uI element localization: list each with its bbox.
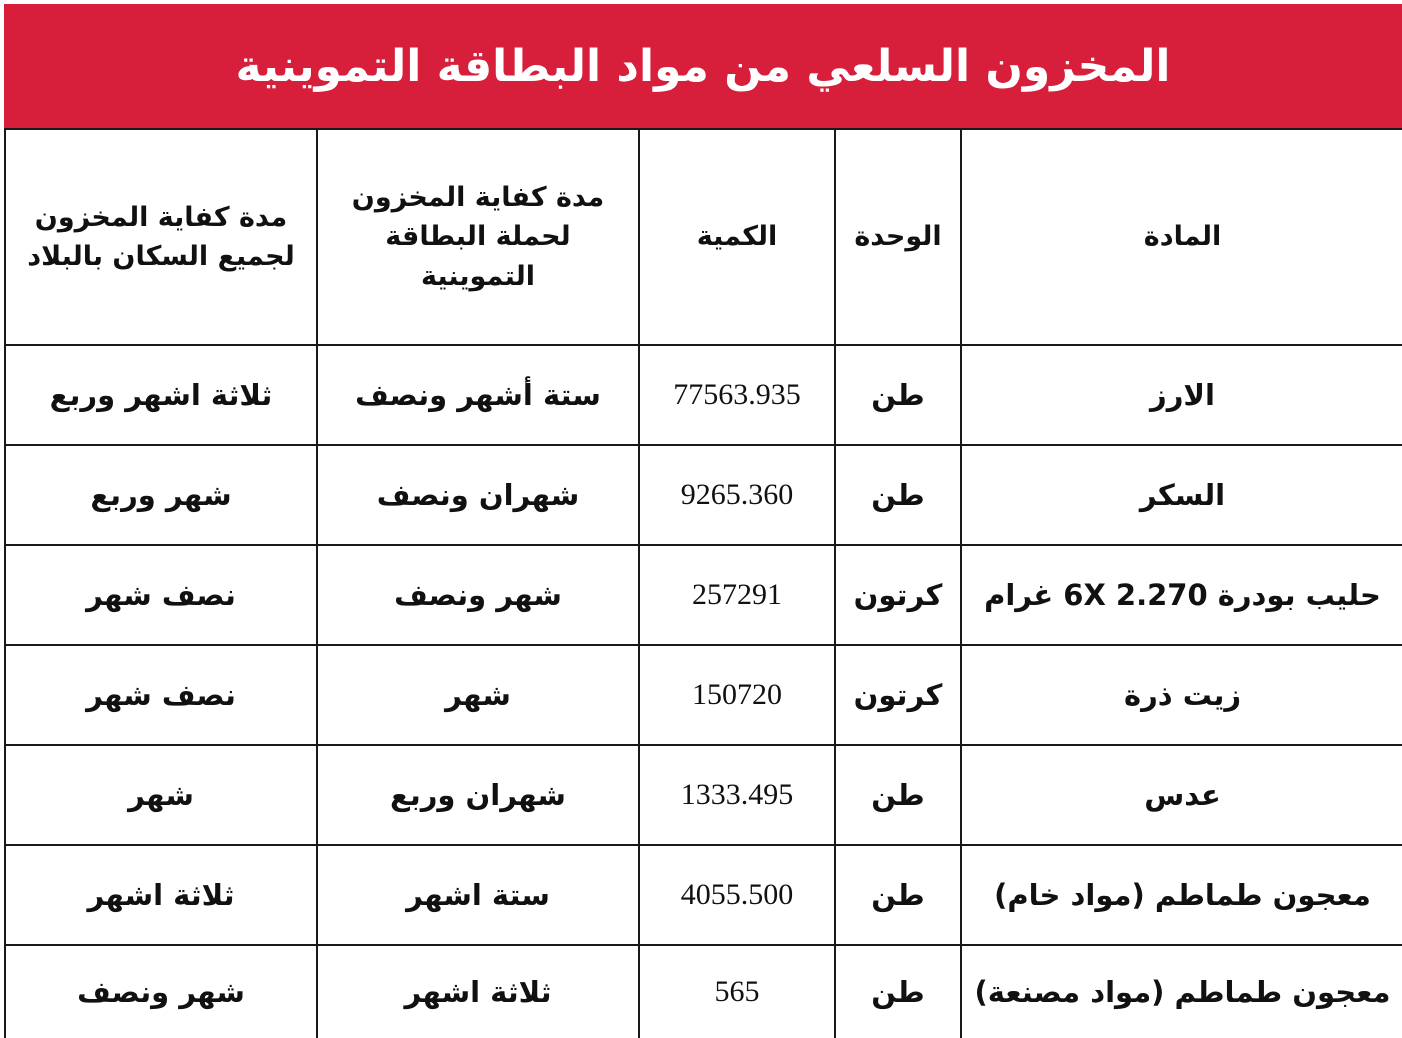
cell-unit: طن — [835, 945, 961, 1038]
cell-quantity: 77563.935 — [639, 345, 835, 445]
cell-card-holders: شهران وربع — [317, 745, 639, 845]
header-card-holders-coverage: مدة كفاية المخزون لحملة البطاقة التموينية — [317, 129, 639, 345]
page-title: المخزون السلعي من مواد البطاقة التموينية — [4, 4, 1402, 128]
cell-quantity: 565 — [639, 945, 835, 1038]
table-row — [5, 645, 1402, 745]
cell-card-holders: شهران ونصف — [317, 445, 639, 545]
header-item: المادة — [961, 129, 1402, 345]
cell-all-population: ثلاثة اشهر — [5, 845, 317, 945]
cell-unit: طن — [835, 445, 961, 545]
cell-unit: كرتون — [835, 645, 961, 745]
cell-quantity: 4055.500 — [639, 845, 835, 945]
table-header-row — [5, 129, 1402, 345]
table-row — [5, 845, 1402, 945]
cell-all-population: نصف شهر — [5, 545, 317, 645]
cell-unit: طن — [835, 845, 961, 945]
cell-all-population: نصف شهر — [5, 645, 317, 745]
table-row — [5, 545, 1402, 645]
cell-card-holders: ستة اشهر — [317, 845, 639, 945]
cell-card-holders: ستة أشهر ونصف — [317, 345, 639, 445]
cell-card-holders: ثلاثة اشهر — [317, 945, 639, 1038]
cell-quantity: 1333.495 — [639, 745, 835, 845]
cell-unit: طن — [835, 345, 961, 445]
stock-infographic — [4, 4, 1402, 1037]
cell-card-holders: شهر — [317, 645, 639, 745]
cell-all-population: شهر وربع — [5, 445, 317, 545]
cell-quantity: 257291 — [639, 545, 835, 645]
cell-quantity: 9265.360 — [639, 445, 835, 545]
cell-all-population: شهر — [5, 745, 317, 845]
header-quantity: الكمية — [639, 129, 835, 345]
table-row — [5, 345, 1402, 445]
header-unit: الوحدة — [835, 129, 961, 345]
cell-all-population: شهر ونصف — [5, 945, 317, 1038]
table-row — [5, 945, 1402, 1038]
cell-item: عدس — [961, 745, 1402, 845]
cell-quantity: 150720 — [639, 645, 835, 745]
cell-item: معجون طماطم (مواد خام) — [961, 845, 1402, 945]
cell-item: حليب بودرة 6X 2.270 غرام — [961, 545, 1402, 645]
cell-unit: طن — [835, 745, 961, 845]
table-row — [5, 745, 1402, 845]
cell-card-holders: شهر ونصف — [317, 545, 639, 645]
cell-item: معجون طماطم (مواد مصنعة) — [961, 945, 1402, 1038]
cell-item: الارز — [961, 345, 1402, 445]
cell-all-population: ثلاثة اشهر وربع — [5, 345, 317, 445]
header-all-population-coverage: مدة كفاية المخزون لجميع السكان بالبلاد — [5, 129, 317, 345]
cell-item: السكر — [961, 445, 1402, 545]
stock-table — [4, 128, 1402, 1038]
cell-unit: كرتون — [835, 545, 961, 645]
table-row — [5, 445, 1402, 545]
cell-item: زيت ذرة — [961, 645, 1402, 745]
